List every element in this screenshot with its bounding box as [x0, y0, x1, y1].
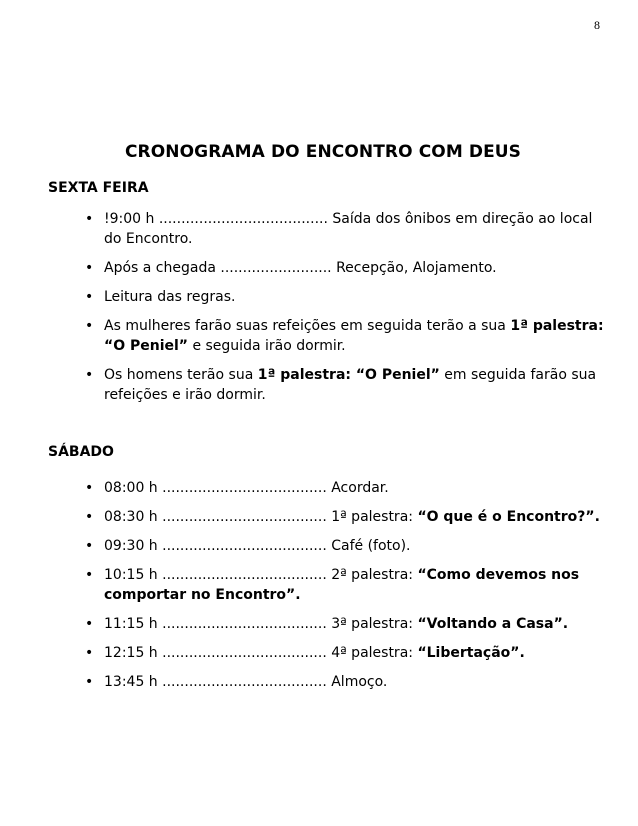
section-heading-saturday: SÁBADO	[48, 444, 114, 460]
schedule-item	[80, 536, 605, 556]
schedule-item-highlight: 1ª palestra: “O Peniel”	[104, 318, 604, 354]
schedule-item-text: 10:15 h ..................................... 2ª palestra:	[104, 567, 418, 583]
schedule-item	[80, 507, 605, 527]
schedule-item-text: 11:15 h ..................................... 3ª palestra:	[104, 616, 418, 632]
section-heading-friday: SEXTA FEIRA	[48, 180, 149, 196]
schedule-item-text: As mulheres farão suas refeições em seguida terão a sua	[104, 318, 511, 334]
schedule-item	[80, 209, 605, 249]
schedule-item	[80, 614, 605, 634]
schedule-item-highlight: “Voltando a Casa”.	[417, 616, 569, 632]
schedule-item-highlight: 1ª palestra: “O Peniel”	[257, 367, 440, 383]
schedule-item	[80, 565, 605, 605]
schedule-item-text: !9:00 h ...................................... Saída dos ônibos em direção ao local do Encontro.	[104, 211, 593, 247]
schedule-item-text: 09:30 h ..................................... Café (foto).	[104, 538, 411, 554]
schedule-item-highlight: “Libertação”.	[417, 645, 525, 661]
friday-schedule-list	[80, 209, 605, 414]
schedule-item	[80, 287, 605, 307]
schedule-item	[80, 316, 605, 356]
schedule-item	[80, 643, 605, 663]
schedule-item-text: 13:45 h ..................................... Almoço.	[104, 674, 388, 690]
schedule-item-highlight: “O que é o Encontro?”.	[417, 509, 600, 525]
schedule-item-text: 08:00 h ..................................... Acordar.	[104, 480, 389, 496]
schedule-item-text: em seguida farão sua refeições e irão dormir.	[104, 367, 597, 403]
schedule-item	[80, 672, 605, 692]
schedule-item-text: Os homens terão sua	[104, 367, 258, 383]
schedule-item	[80, 365, 605, 405]
schedule-item-text: 12:15 h ..................................... 4ª palestra:	[104, 645, 418, 661]
page-number: 8	[594, 18, 600, 32]
schedule-item	[80, 478, 605, 498]
document-title: CRONOGRAMA DO ENCONTRO COM DEUS	[124, 142, 522, 162]
schedule-item-text: 08:30 h ..................................... 1ª palestra:	[104, 509, 418, 525]
schedule-item-highlight: “Como devemos nos comportar no Encontro”.	[104, 567, 580, 603]
saturday-schedule-list	[80, 478, 605, 701]
schedule-item-text: Leitura das regras.	[104, 289, 236, 305]
schedule-item-text: e seguida irão dormir.	[188, 338, 346, 354]
schedule-item	[80, 258, 605, 278]
schedule-item-text: Após a chegada ......................... Recepção, Alojamento.	[104, 260, 497, 276]
